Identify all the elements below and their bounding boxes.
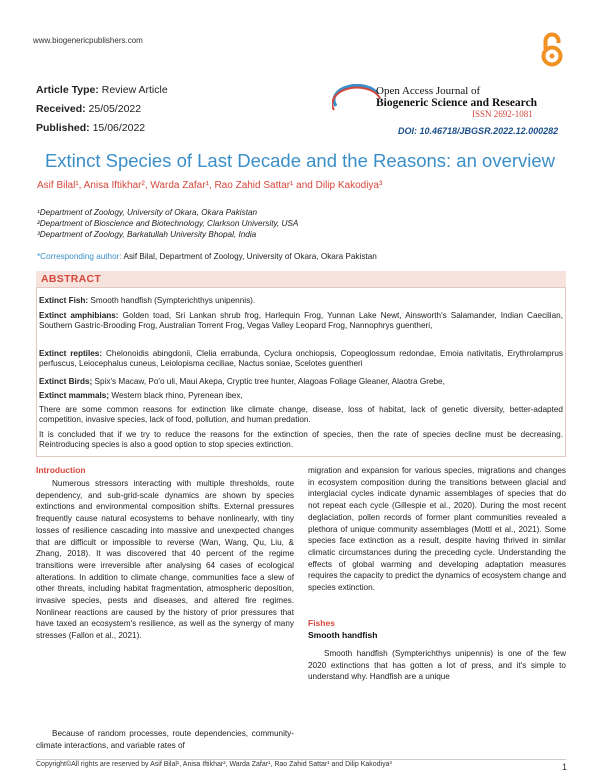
affiliation-3: ³Department of Zoology, Barkatullah University Bhopal, India (37, 230, 257, 239)
smooth-handfish-heading: Smooth handfish (308, 630, 378, 640)
introduction-heading: Introduction (36, 465, 86, 475)
abstract-header: ABSTRACT (36, 271, 566, 288)
abstract-conclusion: It is concluded that if we try to reduce the reasons for the extinction of species, then the rate of species decline must be decreasing. Reintroducing species is also a good option to stop species extinction. (39, 430, 563, 450)
introduction-text-2: Because of random processes, route dependencies, community-climate interactions, and variable rates of (36, 729, 294, 750)
affiliation-2: ²Department of Bioscience and Biotechnology, Clarkson University, USA (37, 219, 299, 228)
article-title: Extinct Species of Last Decade and the Reasons: an overview (44, 150, 556, 171)
right-column-text: migration and expansion for various species, migrations and changes in ecosystem composition during the transitions between glacial and interglacial cycles indicate dynamic assemblages of species that do not repeat each cycle (Gillespie et al., 2020). During the most recent deglaciation, pollen records of former plant communities revealed a plethora of unique community assemblages (Mottl et al., 2021). Some species face extinction as a result, despite having thrived in similar climatic circumstances during the preceding cycle. Understanding the effects of global warming and developing adaptation measures requires the capacity to predict the dynamics of ecosystem change and species extinction. (308, 466, 566, 593)
issn: ISSN 2692-1081 (472, 109, 533, 119)
abstract-mammals: Extinct mammals; Western black rhino, Pyrenean ibex, (39, 391, 243, 400)
fishes-heading: Fishes (308, 618, 335, 628)
publisher-url[interactable]: www.biogenericpublishers.com (33, 36, 143, 45)
corresponding-author: *Corresponding author: Asif Bilal, Department of Zoology, University of Okara, Okara Pakistan (37, 252, 377, 261)
received-date: Received: 25/05/2022 (36, 103, 142, 115)
journal-name: Open Access Journal of Biogeneric Science and Research (376, 85, 538, 109)
abstract-amphibians: Extinct amphibians: Golden toad, Sri Lankan shrub frog, Harlequin Frog, Yunnan Lake Newt, Ainsworth's Salamander, Indian Caecilian, Southern Gastric-Brooding Frog, Australian Torrent Frog, Vegas Valley Leopard Frog, Nannophrys guentheri, (39, 311, 564, 331)
abstract-reptiles: Extinct reptiles: Chelonoidis abingdonii, Clelia errabunda, Cyclura onchiopsis, Copeoglossum redondae, Emoia nativitatis, Erythrolamprus perfuscus, Leiocephalus cuneus, Leiolopisma ceciliae, Nactus soniae, Scelotes guentheri (39, 349, 563, 369)
open-access-icon (537, 30, 567, 68)
author-list: Asif Bilal¹, Anisa Iftikhar², Warda Zafar¹, Rao Zahid Sattar¹ and Dilip Kakodiya³ (37, 180, 383, 191)
smooth-handfish-text: Smooth handfish (Sympterichthys unipennis) is one of the few 2020 extinctions that has gotten a lot of press, and it's simple to understand why. Handfish are a unique (308, 649, 566, 682)
copyright-notice: Copyright©All rights are reserved by Asif Bilal¹, Anisa Iftikhar², Warda Zafar¹, Rao Zahid Sattar¹ and Dilip Kakodiya³ (36, 761, 392, 768)
abstract-fish: Extinct Fish: Smooth handfish (Sympterichthys unipennis). (39, 296, 256, 305)
affiliation-1: ¹Department of Zoology, University of Okara, Okara Pakistan (37, 208, 258, 217)
abstract-birds: Extinct Birds; Spix's Macaw, Po'o uli, Maui Akepa, Cryptic tree hunter, Alagoas Foliage Gleaner, Alaotra Grebe, (39, 377, 445, 386)
page-number: 1 (562, 762, 568, 772)
published-date: Published: 15/06/2022 (36, 122, 146, 134)
introduction-text: Numerous stressors interacting with multiple thresholds, route dependency, and sub-grid-scale dynamics are shown by species extinctions and environmental composition shifts. External pressures frequently cause natural ecosystems to behave nonlinearly, with tiny losses of resilience cascading into massive and unexpected changes that are difficult or impossible to reverse (Wan, Wang, Qu, Liu, & Zhang, 2018). It was discovered that 40 percent of the regime transitions were irreversible after analysing 64 cases of ecological alterations. In addition to climate change, communities face a slew of other threats, including habitat fragmentation, atmospheric deposition, invasive species, pests and diseases, and altered fire regimes. Nonlinear reactions are caused by the history of prior pressures that have taxed an ecosystem's resilience, as well as the synergy of many stresses (Fallon et al., 2021). (36, 479, 294, 641)
abstract-reasons: There are some common reasons for extinction like climate change, disease, loss of habitat, lack of genetic diversity, better-adapted competition, invasive species, lack of food, pollution, and human predation. (39, 405, 563, 425)
article-type: Article Type: Review Article (36, 84, 168, 96)
footer-divider (36, 759, 566, 760)
doi[interactable]: DOI: 10.46718/JBGSR.2022.12.000282 (398, 126, 559, 136)
